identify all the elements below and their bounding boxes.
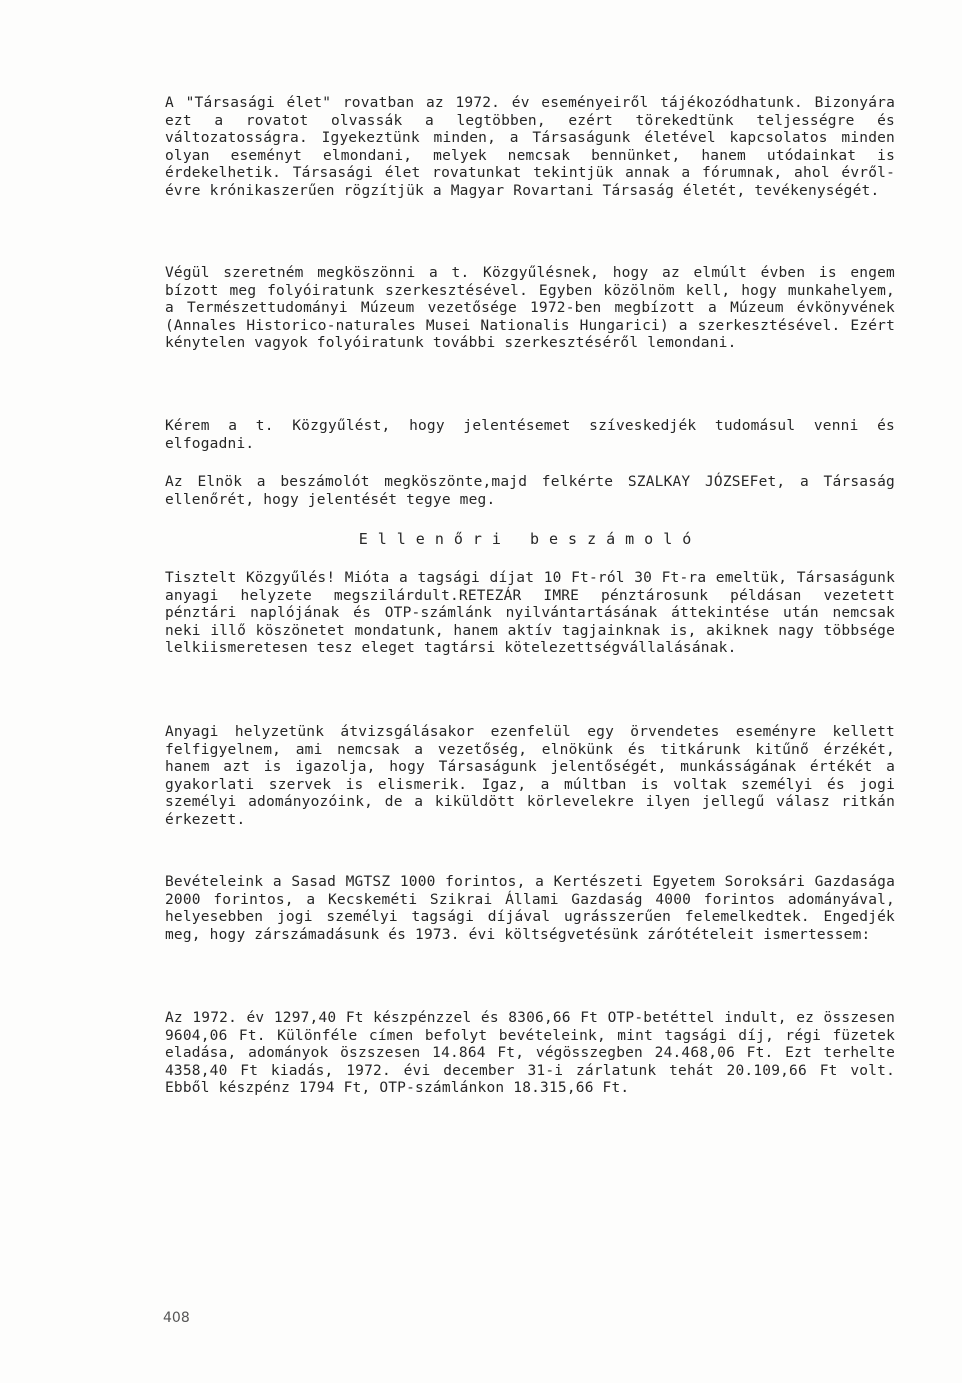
page-number: 408 — [163, 1310, 190, 1326]
paragraph-elnok: Az Elnök a beszámolót megköszönte,majd felkérte SZALKAY JÓZSEFet, a Társaság ellenőrét, hogy jelentését tegye meg. — [165, 474, 895, 508]
paragraph-tarsasagi-elet: A "Társasági élet" rovatban az 1972. év eseményeiről tájékozódhatunk. Bizonyára ezt a rovatot olvassák a legtöbben, ezért törekedtünk teljességre és változatosságra. Igyekeztünk minden, a Társaságunk életével kapcsolatos minden olyan eseményt elmondani, melyek nemcsak bennünket, hanem utódainkat is érdekelhetik. Társasági élet rovatunkat tekintjük annak a fórumnak, ahol évről-évre krónikaszerűen rögzítjük a Magyar Rovartani Társaság életét, tevékenységét. — [165, 95, 895, 199]
paragraph-szerkesztes: Végül szeretném megköszönni a t. Közgyűlésnek, hogy az elmúlt évben is engem bízott meg folyóiratunk szerkesztésével. Egyben közölnöm kell, hogy munkahelyem, a Természettudományi Múzeum vezetősége 1972-ben megbízott a Múzeum évkönyvének (Annales Historico-naturales Musei Nationalis Hungarici) a szerkesztésével. Ezért kénytelen vagyok folyóiratunk további szerkesztéséről lemondani. — [165, 265, 895, 351]
paragraph-kerem: Kérem a t. Közgyűlést, hogy jelentésemet szíveskedjék tudomásul venni és elfogadni. — [165, 418, 895, 452]
paragraph-zarszamadas: Az 1972. év 1297,40 Ft készpénzzel és 8306,66 Ft OTP-betéttel indult, ez összesen 9604,06 Ft. Különféle címen befolyt bevételeink, mint tagsági díj, régi füzetek eladása, adományok öszszesen 14.864 Ft, végösszegben 24.468,06 Ft. Ezt terhelte 4358,40 Ft kiadás, 1972. évi december 31-i zárlatunk tehát 20.109,66 Ft volt. Ebből készpénz 1794 Ft, OTP-számlánkon 18.315,66 Ft. — [165, 1010, 895, 1096]
paragraph-anyagi-helyzet: Anyagi helyzetünk átvizsgálásakor ezenfelül egy örvendetes eseményre kellett felfigyelnem, ami nemcsak a vezetőség, elnökünk és titkárunk kitűnő érzékét, hanem azt is igazolja, hogy Társaságunk jelentőségét, munkásságának értékét a gyakorlati szervek is elismerik. Igaz, a múltban is voltak személyi és jogi személyi adományozóink, de a kiküldött körlevelekre ilyen jellegű válasz ritkán érkezett. — [165, 724, 895, 828]
paragraph-bevetelek: Bevételeink a Sasad MGTSZ 1000 forintos, a Kertészeti Egyetem Soroksári Gazdasága 2000 forintos, a Kecskeméti Szikrai Állami Gazdaság 4000 forintos adományával, helyesebben jogi személyi tagsági díjával ugrásszerűen felemelkedtek. Engedjék meg, hogy zárszámadásunk és 1973. évi költségvetésünk zárótételeit ismertessem: — [165, 874, 895, 943]
section-heading: Ellenőri beszámoló — [358, 530, 702, 548]
paragraph-tisztelt-kozgyules: Tisztelt Közgyűlés! Mióta a tagsági díjat 10 Ft-ról 30 Ft-ra emeltük, Társaságunk anyagi helyzete megszilárdult.RETEZÁR IMRE pénztárosunk példásan vezetett pénztári naplójának és OTP-számlánk nyilvántartásának áttekintése után nemcsak neki illő köszönetet mondatunk, hanem aktív tagjainknak is, akiknek nagy többsége lelkiismeretesen tesz eleget tagtársi kötelezettségvállalásának. — [165, 570, 895, 656]
